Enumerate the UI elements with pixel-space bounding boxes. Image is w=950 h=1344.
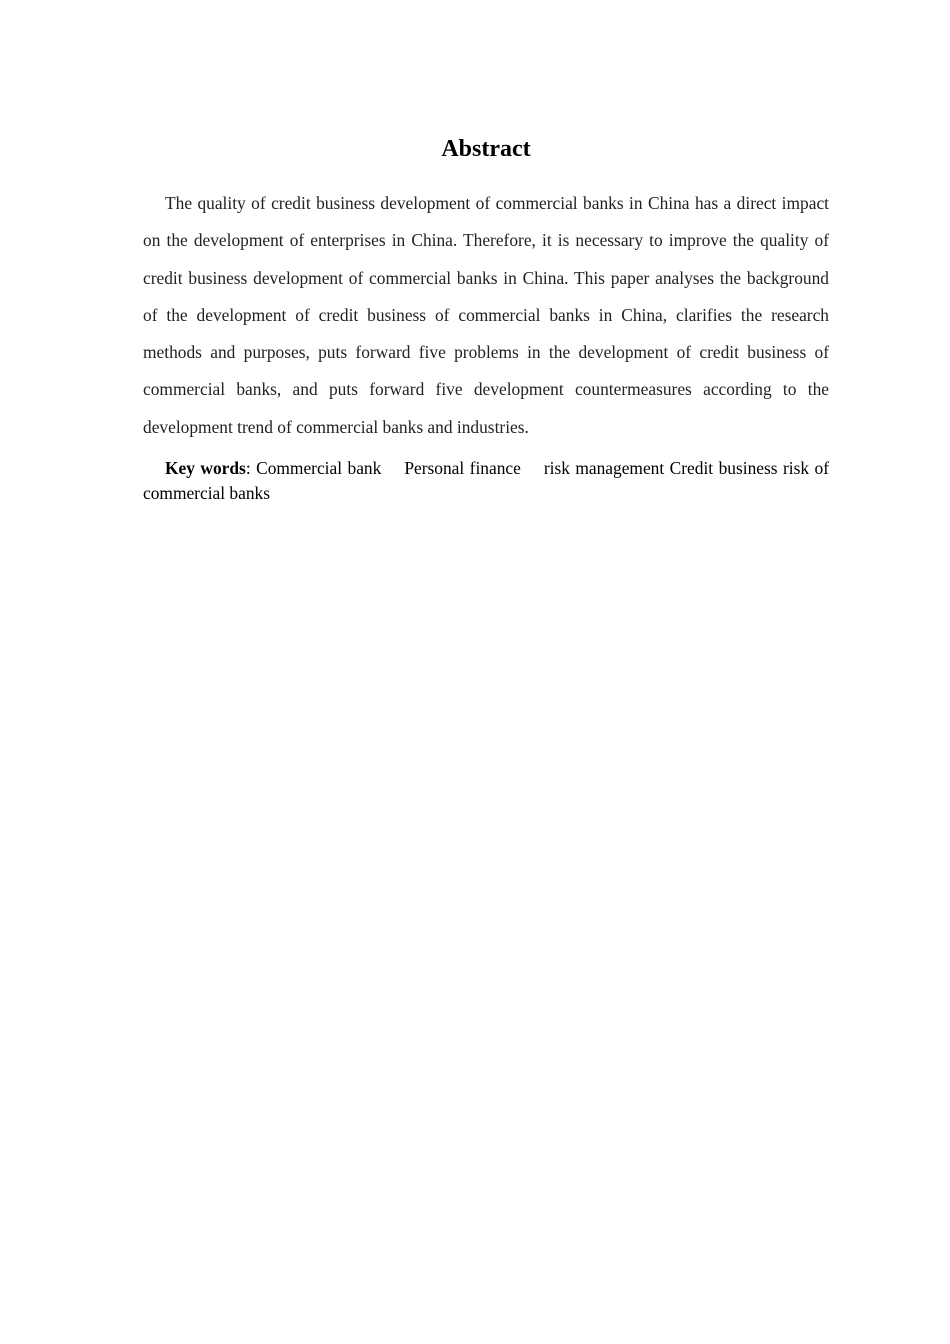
keywords-line [143,456,829,506]
keyword-item: risk management Credit business risk of commercial banks [143,458,829,504]
keywords-separator: : [245,458,257,479]
abstract-title: Abstract [441,136,531,162]
abstract-paragraph: The quality of credit business development of commercial banks in China has a direct impact on the development of enterprises in China. Therefore, it is necessary to improve the quality of credit business development of commercial banks in China. This paper analyses the background of the development of credit business of commercial banks in China, clarifies the research methods and purposes, puts forward five problems in the development of credit business of commercial banks, and puts forward five development countermeasures according to the development trend of commercial banks and industries. [143,193,829,437]
keywords-label: Key words [165,458,246,479]
abstract-section [143,132,829,506]
keyword-item: Personal finance [404,458,521,479]
keyword-item: Commercial bank [256,458,382,479]
